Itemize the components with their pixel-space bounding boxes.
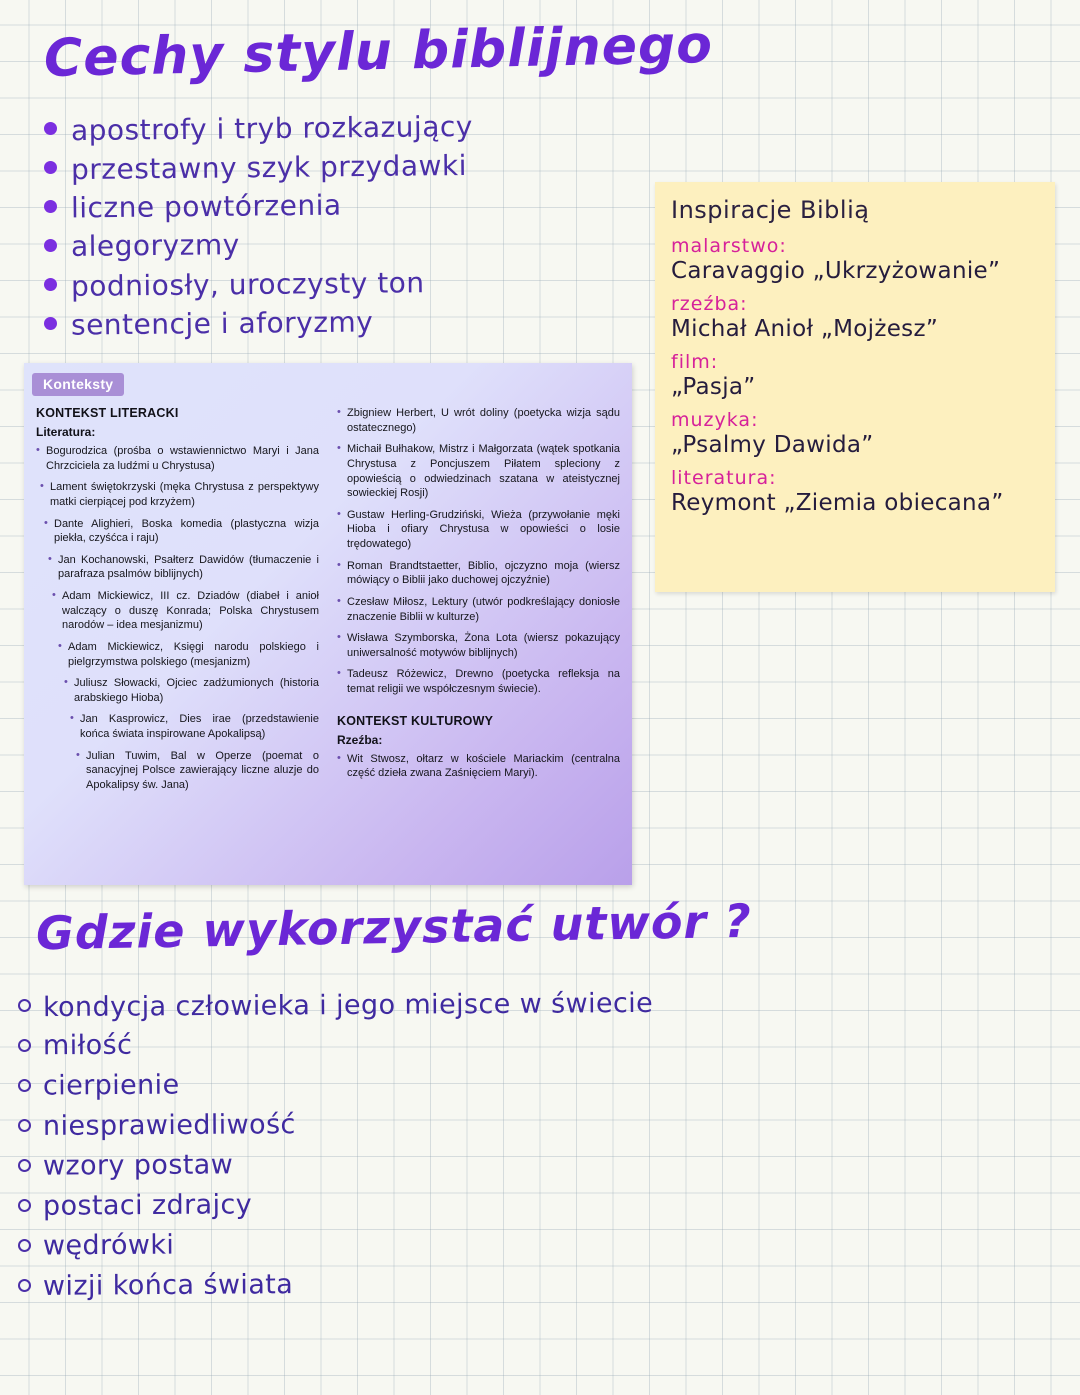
bullet-circle-icon [18, 1039, 31, 1052]
list-item-label: postaci zdrajcy [42, 1189, 253, 1222]
list-item-label: wędrówki [42, 1229, 175, 1262]
features-list [44, 109, 474, 346]
literary-context-list-continued [337, 406, 620, 697]
section-subheading-literatura: Literatura: [36, 425, 96, 439]
list-item [18, 987, 654, 1024]
list-item [44, 268, 473, 301]
section-subheading-rzezba: Rzeźba: [337, 732, 383, 747]
list-item-label: alegoryzmy [70, 228, 240, 263]
list-item [18, 1190, 653, 1221]
list-item: • Czesław Miłosz, Lektury (utwór podkreślający doniosłe znaczenie Biblii w kulturze) [337, 595, 620, 624]
note-value: Michał Anioł „Mojżesz” [671, 316, 939, 342]
list-item: • Lament świętokrzyski (męka Chrystusa z perspektywy matki cierpiącej pod krzyżem) [40, 480, 319, 509]
note-value: „Psalmy Dawida” [671, 432, 874, 458]
list-item: • Roman Brandtstaetter, Biblio, ojczyzno moja (wiersz mówiący o Biblii jako duchowej ojczyźnie) [337, 559, 620, 588]
list-item: • Wisława Szymborska, Żona Lota (wiersz pokazujący uniwersalność motywów biblijnych) [337, 631, 620, 660]
bullet-dot-icon [44, 122, 57, 135]
note-category: film: [671, 351, 719, 373]
note-category: muzyka: [671, 409, 759, 431]
konteksty-card [24, 363, 632, 885]
list-item: • Jan Kochanowski, Psałterz Dawidów (tłumaczenie i parafraza psalmów biblijnych) [48, 553, 319, 582]
usage-list [18, 987, 654, 1310]
bullet-circle-icon [18, 1079, 31, 1092]
list-item-label: niesprawiedliwość [42, 1109, 296, 1142]
bullet-circle-icon [18, 1119, 31, 1132]
list-item: • Julian Tuwim, Bal w Operze (poemat o sanacyjnej Polsce zawierający liczne aluzje do Apokalipsy św. Jana) [76, 749, 319, 793]
list-item: • Jan Kasprowicz, Dies irae (przedstawienie końca świata inspirowane Apokalipsą) [70, 712, 319, 741]
page-title: Cechy stylu biblijnego [43, 15, 714, 89]
list-item-label: wizji końca świata [42, 1269, 294, 1302]
list-item [18, 1030, 653, 1061]
list-item [44, 307, 473, 340]
section-title-gdzie-wykorzystac: Gdzie wykorzystać utwór ? [35, 893, 753, 961]
note-category: malarstwo: [671, 235, 787, 257]
list-item [44, 190, 473, 223]
list-item: • Adam Mickiewicz, Księgi narodu polskiego i pielgrzymstwa polskiego (mesjanizm) [58, 640, 319, 669]
list-item-label: cierpienie [42, 1069, 180, 1102]
list-item: • Dante Alighieri, Boska komedia (plastyczna wizja piekła, czyśćca i raju) [44, 517, 319, 546]
cultural-context-list [337, 752, 620, 781]
note-category: literatura: [671, 467, 777, 489]
list-item-label: liczne powtórzenia [70, 188, 342, 225]
list-item [18, 1070, 653, 1101]
sticky-note-title: Inspiracje Biblią [671, 196, 870, 224]
sticky-note-entries [671, 235, 1055, 516]
bullet-circle-icon [18, 1239, 31, 1252]
konteksty-right-column [337, 406, 620, 800]
list-item [18, 1230, 653, 1261]
list-item-label: podniosły, uroczysty ton [70, 266, 425, 303]
list-item: • Michaił Bułhakow, Mistrz i Małgorzata (wątek spotkania Chrystusa z Poncjuszem Piłatem spleciony z opowieścią o odwiedzinach szatana w ateistycznej sowieckiej Rosji) [337, 442, 620, 501]
list-item-label: sentencje i aforyzmy [70, 305, 374, 342]
list-item-label: kondycja człowieka i jego miejsce w świecie [42, 987, 654, 1024]
list-item: • Juliusz Słowacki, Ojciec zadżumionych (historia arabskiego Hioba) [64, 676, 319, 705]
note-value: Caravaggio „Ukrzyżowanie” [671, 258, 1001, 284]
bullet-dot-icon [44, 278, 57, 291]
bullet-dot-icon [44, 239, 57, 252]
note-value: „Pasja” [671, 374, 756, 400]
list-item [44, 109, 474, 148]
bullet-dot-icon [44, 200, 57, 213]
note-value: Reymont „Ziemia obiecana” [671, 490, 1004, 516]
list-item: • Zbigniew Herbert, U wrót doliny (poetycka wizja sądu ostatecznego) [337, 406, 620, 435]
list-item: • Wit Stwosz, ołtarz w kościele Mariackim (centralna część dzieła zwana Zaśnięciem Maryi). [337, 752, 620, 781]
bullet-circle-icon [18, 999, 31, 1012]
list-item [44, 229, 473, 262]
bullet-circle-icon [18, 1159, 31, 1172]
section-heading-literacki: KONTEKST LITERACKI [36, 406, 179, 420]
list-item-label: apostrofy i tryb rozkazujący [70, 109, 474, 148]
list-item [18, 1150, 653, 1181]
konteksty-left-column [36, 406, 319, 800]
bullet-circle-icon [18, 1199, 31, 1212]
list-item [44, 148, 473, 187]
list-item-label: miłość [42, 1029, 133, 1062]
list-item: • Gustaw Herling-Grudziński, Wieża (przywołanie męki Hioba i ofiary Chrystusa w opowieści o losie trędowatego) [337, 508, 620, 552]
list-item: • Tadeusz Różewicz, Drewno (poetycka refleksja na temat religii we współczesnym świecie). [337, 667, 620, 696]
bullet-dot-icon [44, 161, 57, 174]
inspirations-sticky-note [655, 182, 1055, 592]
list-item: • Adam Mickiewicz, III cz. Dziadów (diabeł i anioł walczący o duszę Konrada; Polska Chrystusem narodów – idea mesjanizmu) [52, 589, 319, 633]
list-item [18, 1270, 653, 1301]
bullet-circle-icon [18, 1279, 31, 1292]
list-item: • Bogurodzica (prośba o wstawiennictwo Maryi i Jana Chrzciciela za ludźmi u Chrystusa) [36, 444, 319, 473]
note-category: rzeźba: [671, 293, 748, 315]
konteksty-badge: Konteksty [32, 373, 124, 396]
list-item-label: wzory postaw [42, 1149, 234, 1182]
bullet-dot-icon [44, 317, 57, 330]
literary-context-list [36, 444, 319, 793]
section-heading-kulturowy: KONTEKST KULTUROWY [337, 713, 494, 728]
list-item-label: przestawny szyk przydawki [70, 148, 468, 187]
list-item [18, 1110, 653, 1141]
